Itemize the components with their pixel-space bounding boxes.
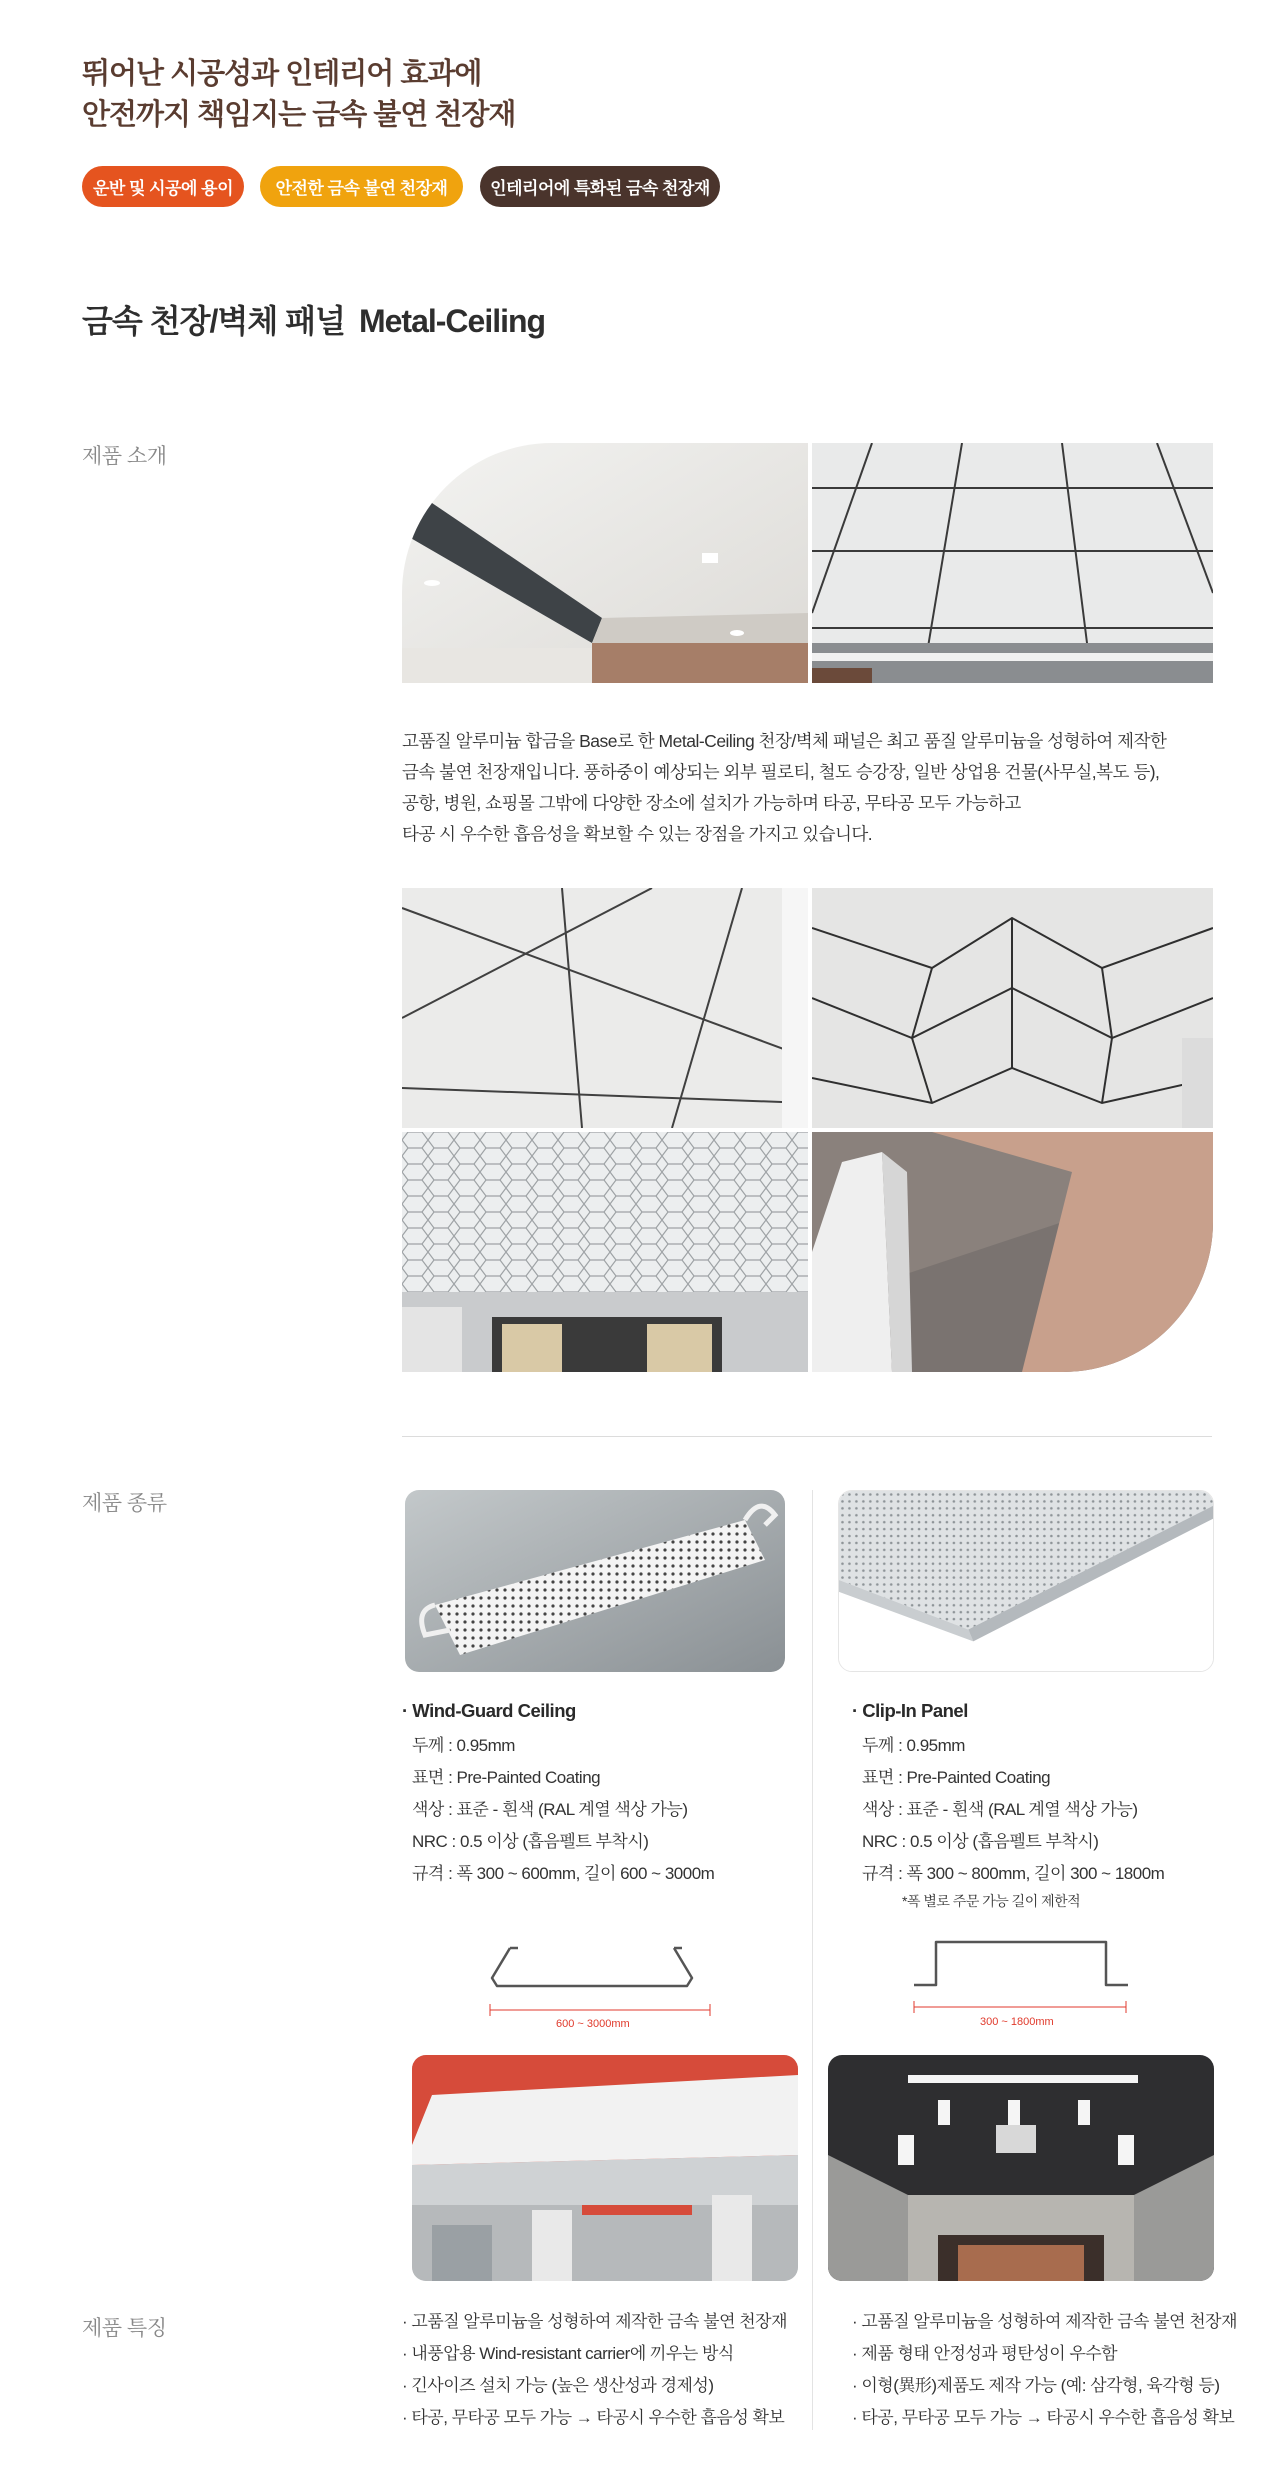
- clip-in-title: · Clip-In Panel: [852, 1700, 968, 1721]
- clip-in-specs: [862, 1730, 1164, 1890]
- spec-size: 규격 : 폭 300 ~ 600mm, 길이 600 ~ 3000m: [412, 1864, 715, 1883]
- ceiling-photo-grid: [812, 443, 1213, 683]
- clip-in-features: [852, 2306, 1237, 2434]
- clip-in-note: *폭 별로 주문 가능 길이 제한적: [902, 1893, 1081, 1909]
- lobby-ceiling-photo: [828, 2055, 1214, 2281]
- section-title-en: Metal-Ceiling: [358, 303, 546, 339]
- ceiling-photo-column: [812, 1132, 1213, 1372]
- feature-item: · 고품질 알루미늄을 성형하여 제작한 금속 불연 천장재: [402, 2312, 788, 2331]
- spec-color: 색상 : 표준 - 흰색 (RAL 계열 색상 가능): [862, 1800, 1138, 1819]
- headline: [82, 54, 515, 136]
- ceiling-photo-diagonal: [402, 888, 808, 1128]
- clip-in-profile-diagram: [910, 1935, 1130, 2025]
- spec-thickness: 두께 : 0.95mm: [412, 1736, 515, 1755]
- spec-size: 규격 : 폭 300 ~ 800mm, 길이 300 ~ 1800m: [862, 1864, 1165, 1883]
- wind-guard-title: · Wind-Guard Ceiling: [402, 1700, 576, 1721]
- headline-line-2: 안전까지 책임지는 금속 불연 천장재: [82, 99, 516, 131]
- spec-nrc: NRC : 0.5 이상 (흡음펠트 부착시): [862, 1832, 1099, 1851]
- intro-text: [402, 726, 1222, 850]
- tag-safe-nonflammable: 안전한 금속 불연 천장재: [260, 166, 463, 207]
- intro-label: 제품 소개: [82, 445, 167, 468]
- section-title: [82, 296, 545, 342]
- intro-line-4: 타공 시 우수한 흡음성을 확보할 수 있는 장점을 가지고 있습니다.: [402, 824, 873, 844]
- feature-item: · 타공, 무타공 모두 가능 → 타공시 우수한 흡음성 확보: [402, 2408, 785, 2427]
- clip-in-dimension: 300 ~ 1800mm: [980, 2016, 1054, 2028]
- spec-surface: 표면 : Pre-Painted Coating: [862, 1768, 1051, 1787]
- feature-item: · 제품 형태 안정성과 평탄성이 우수함: [852, 2344, 1118, 2363]
- section-divider: [402, 1436, 1212, 1437]
- column-divider: [812, 1490, 813, 2430]
- wind-guard-ceiling-image: [405, 1490, 785, 1672]
- wind-guard-specs: [412, 1730, 714, 1890]
- spec-color: 색상 : 표준 - 흰색 (RAL 계열 색상 가능): [412, 1800, 688, 1819]
- clip-in-panel-image: [838, 1490, 1214, 1672]
- ceiling-photo-honeycomb: [402, 1132, 808, 1372]
- ceiling-photo-hex-lines: [812, 888, 1213, 1128]
- tag-easy-install: 운반 및 시공에 용이: [82, 166, 244, 207]
- spec-thickness: 두께 : 0.95mm: [862, 1736, 965, 1755]
- ceiling-photo-beam: [402, 443, 808, 683]
- spec-nrc: NRC : 0.5 이상 (흡음펠트 부착시): [412, 1832, 649, 1851]
- section-title-ko: 금속 천장/벽체 패널: [82, 303, 345, 339]
- intro-line-3: 공항, 병원, 쇼핑몰 그밖에 다양한 장소에 설치가 가능하며 타공, 무타공 모두 가능하고: [402, 793, 1021, 813]
- wind-guard-dimension: 600 ~ 3000mm: [556, 2018, 630, 2030]
- headline-line-1: 뛰어난 시공성과 인테리어 효과에: [82, 58, 482, 90]
- spec-surface: 표면 : Pre-Painted Coating: [412, 1768, 601, 1787]
- wind-guard-features: [402, 2306, 787, 2434]
- feature-item: · 이형(異形)제품도 제작 가능 (예: 삼각형, 육각형 등): [852, 2376, 1220, 2395]
- tag-interior-specialized: 인테리어에 특화된 금속 천장재: [480, 166, 720, 207]
- intro-line-2: 금속 불연 천장재입니다. 풍하중이 예상되는 외부 필로티, 철도 승강장, 일반 상업용 건물(사무실,복도 등),: [402, 762, 1160, 782]
- feature-item: · 긴사이즈 설치 가능 (높은 생산성과 경제성): [402, 2376, 714, 2395]
- feature-item: · 내풍압용 Wind-resistant carrier에 끼우는 방식: [402, 2344, 734, 2363]
- feature-item: · 타공, 무타공 모두 가능 → 타공시 우수한 흡음성 확보: [852, 2408, 1235, 2427]
- types-label: 제품 종류: [82, 1492, 167, 1515]
- features-label: 제품 특징: [82, 2317, 167, 2340]
- intro-line-1: 고품질 알루미늄 합금을 Base로 한 Metal-Ceiling 천장/벽체 패널은 최고 품질 알루미늄을 성형하여 제작한: [402, 731, 1167, 751]
- gas-station-canopy-photo: [412, 2055, 798, 2281]
- wind-guard-profile-diagram: [480, 1940, 720, 2030]
- feature-item: · 고품질 알루미늄을 성형하여 제작한 금속 불연 천장재: [852, 2312, 1238, 2331]
